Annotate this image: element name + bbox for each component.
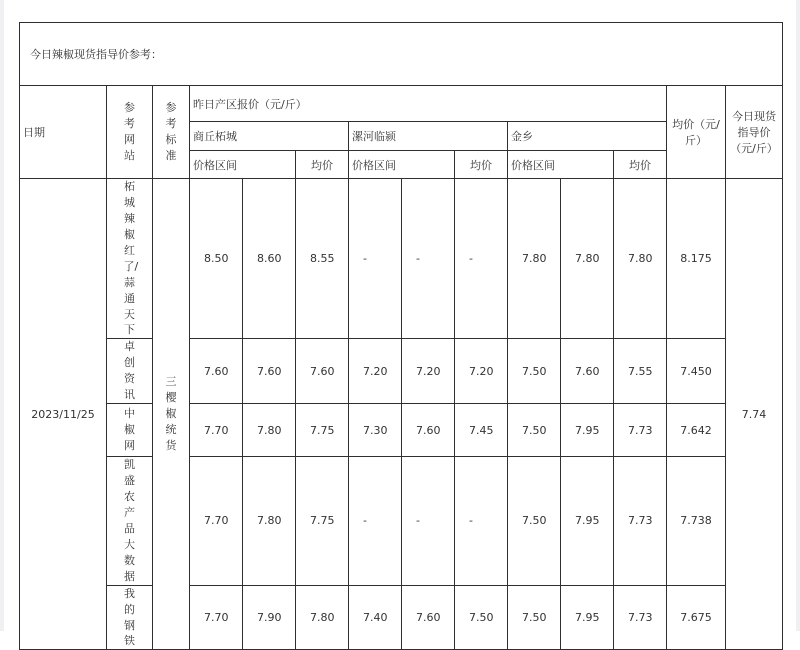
price-avg: 7.73 [614,404,667,457]
header-avg: 均价 [614,151,667,179]
header-region-shangqiu: 商丘柘城 [190,122,349,151]
price-low: 7.50 [508,585,561,650]
header-range: 价格区间 [349,151,455,179]
price-low: 8.50 [190,179,243,339]
price-avg: 7.45 [455,404,508,457]
price-low: - [349,179,402,339]
price-high: 7.60 [243,339,296,404]
price-avg: 7.50 [455,585,508,650]
date-cell: 2023/11/25 [20,179,107,650]
price-low: 7.20 [349,339,402,404]
price-avg: 7.80 [614,179,667,339]
price-avg: 7.73 [614,585,667,650]
page-edge-left [0,0,4,631]
site-cell: 柘城辣椒红了/蒜通天下 [107,179,153,339]
site-cell: 凯盛农产品大数据 [107,457,153,586]
price-high: 7.95 [561,404,614,457]
price-low: 7.70 [190,404,243,457]
price-high: 7.95 [561,585,614,650]
price-high: 7.95 [561,457,614,586]
today-price-cell: 7.74 [726,179,783,650]
price-low: - [349,457,402,586]
price-high: 7.60 [561,339,614,404]
price-low: 7.30 [349,404,402,457]
price-avg: 7.55 [614,339,667,404]
header-yesterday-price: 昨日产区报价（元/斤） [190,86,667,122]
overall-avg-cell: 7.450 [667,339,726,404]
price-low: 7.50 [508,404,561,457]
price-avg: 7.75 [296,404,349,457]
overall-avg-cell: 7.738 [667,457,726,586]
price-high: 7.60 [402,585,455,650]
price-high: 7.80 [243,457,296,586]
site-cell: 中椒网 [107,404,153,457]
price-high: 7.80 [243,404,296,457]
table-intro: 今日辣椒现货指导价参考： [20,23,783,86]
price-high: 7.20 [402,339,455,404]
page-edge-right [796,0,800,631]
site-cell: 我的钢铁 [107,585,153,650]
price-avg: 7.60 [296,339,349,404]
overall-avg-cell: 7.642 [667,404,726,457]
price-high: 8.60 [243,179,296,339]
price-high: 7.80 [561,179,614,339]
header-date: 日期 [20,86,107,179]
price-high: - [402,179,455,339]
price-high: - [402,457,455,586]
overall-avg-cell: 7.675 [667,585,726,650]
table-row [20,179,783,339]
header-today-price: 今日现货指导价（元/斤） [726,86,783,179]
standard-cell: 三樱椒统货 [153,179,190,650]
price-high: 7.60 [402,404,455,457]
site-cell: 卓创资讯 [107,339,153,404]
table-row [20,404,783,457]
header-overall-avg: 均价（元/斤） [667,86,726,179]
header-standard: 参考标准 [153,86,190,179]
price-low: 7.40 [349,585,402,650]
price-low: 7.70 [190,585,243,650]
price-low: 7.60 [190,339,243,404]
header-avg: 均价 [296,151,349,179]
price-low: 7.70 [190,457,243,586]
header-site: 参考网站 [107,86,153,179]
table-row [20,457,783,586]
table-row [20,585,783,650]
header-region-jinxiang: 金乡 [508,122,667,151]
header-range: 价格区间 [190,151,296,179]
price-low: 7.50 [508,339,561,404]
price-avg: - [455,457,508,586]
price-avg: 7.80 [296,585,349,650]
header-range: 价格区间 [508,151,614,179]
price-low: 7.50 [508,457,561,586]
price-high: 7.90 [243,585,296,650]
table-row [20,339,783,404]
price-avg: 7.73 [614,457,667,586]
price-table [19,22,783,650]
header-avg: 均价 [455,151,508,179]
price-avg: - [455,179,508,339]
header-region-luohe: 漯河临颍 [349,122,508,151]
price-avg: 8.55 [296,179,349,339]
overall-avg-cell: 8.175 [667,179,726,339]
price-low: 7.80 [508,179,561,339]
price-avg: 7.75 [296,457,349,586]
price-avg: 7.20 [455,339,508,404]
